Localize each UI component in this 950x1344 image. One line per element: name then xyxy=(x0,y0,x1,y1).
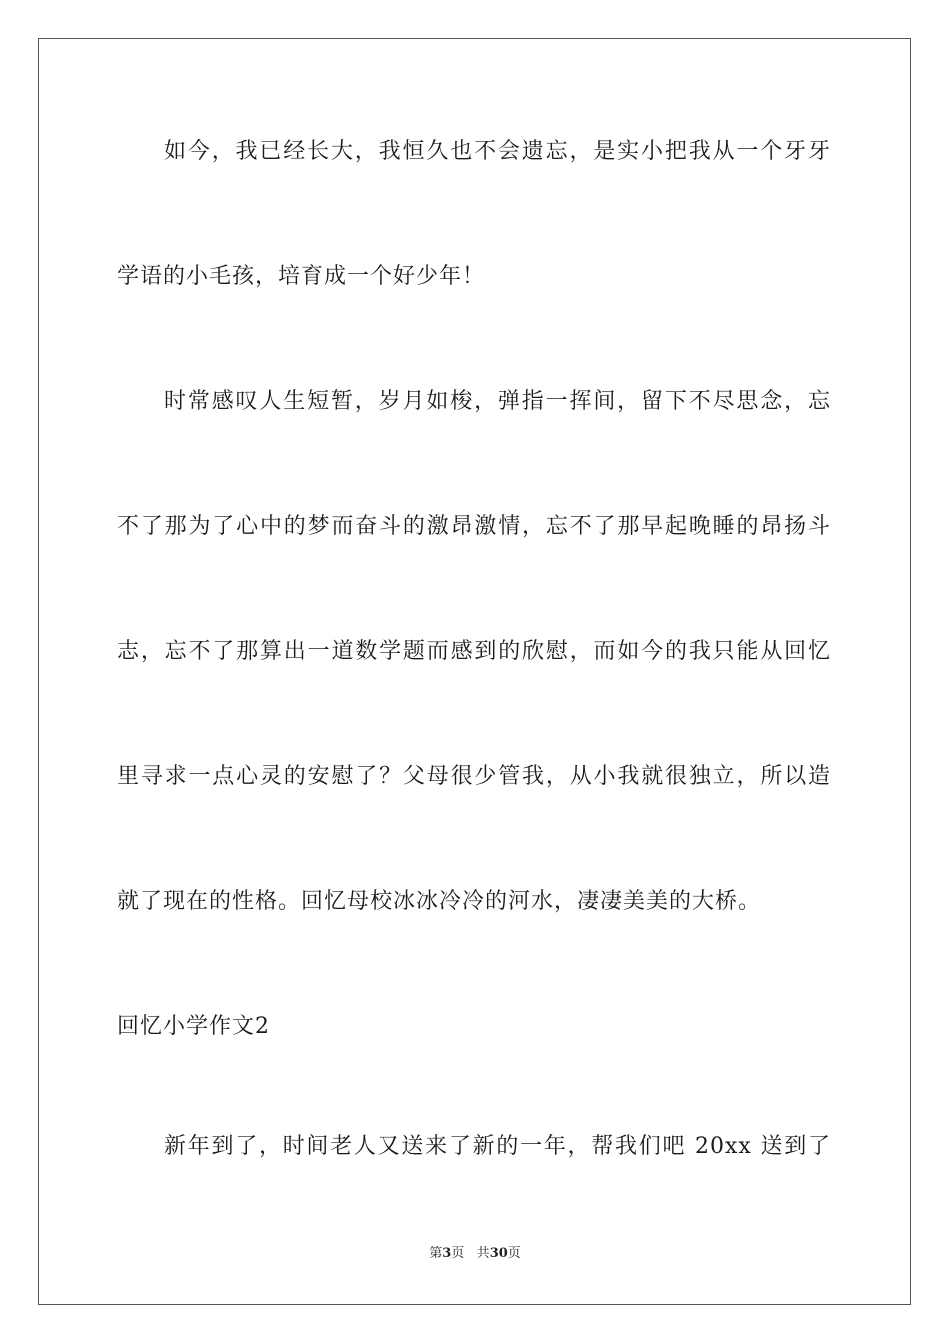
paragraph-line: 新年到了，时间老人又送来了新的一年，帮我们吧 20xx 送到了 xyxy=(164,1134,831,1159)
total-suffix: 页 xyxy=(507,1246,521,1261)
page-suffix: 页 xyxy=(451,1246,465,1261)
page-footer xyxy=(0,1245,950,1263)
total-pages: 30 xyxy=(489,1246,508,1261)
paragraph-line: 如今，我已经长大，我恒久也不会遗忘，是实小把我从一个牙牙 xyxy=(164,139,831,164)
paragraph-line: 学语的小毛孩，培育成一个好少年！ xyxy=(117,264,486,289)
page-number: 3 xyxy=(442,1246,452,1261)
paragraph-line: 就了现在的性格。回忆母校冰冰冷冷的河水，凄凄美美的大桥。 xyxy=(117,889,762,914)
page-border xyxy=(38,38,911,1305)
page-prefix: 第 xyxy=(429,1246,443,1261)
paragraph-line: 时常感叹人生短暂，岁月如梭，弹指一挥间，留下不尽思念，忘 xyxy=(164,389,831,414)
total-prefix: 共 xyxy=(476,1246,490,1261)
paragraph-line: 里寻求一点心灵的安慰了？父母很少管我，从小我就很独立，所以造 xyxy=(117,764,831,789)
paragraph-line: 志，忘不了那算出一道数学题而感到的欣慰，而如今的我只能从回忆 xyxy=(117,639,831,664)
paragraph-line: 不了那为了心中的梦而奋斗的激昂激情，忘不了那早起晚睡的昂扬斗 xyxy=(117,514,831,539)
section-heading: 回忆小学作文2 xyxy=(117,1014,270,1039)
